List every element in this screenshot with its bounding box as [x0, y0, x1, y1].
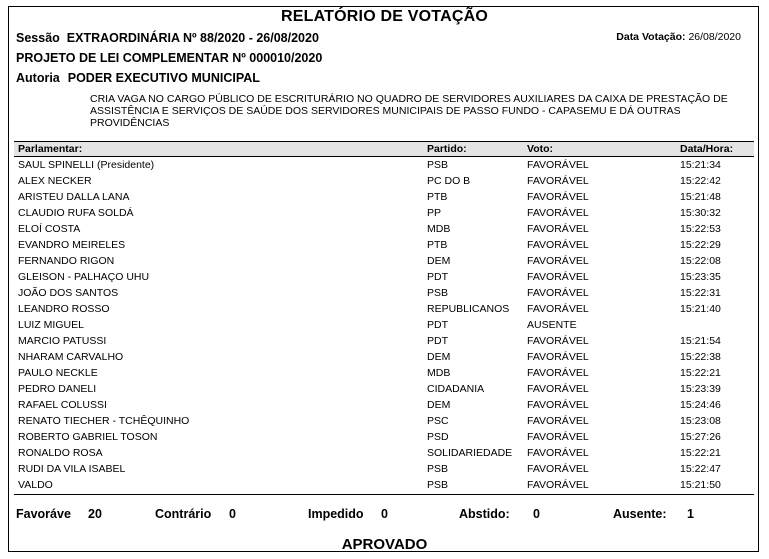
row-parlamentar: VALDO: [18, 479, 53, 491]
row-voto: FAVORÁVEL: [527, 383, 589, 395]
row-voto: FAVORÁVEL: [527, 447, 589, 459]
table-row: [14, 349, 754, 365]
row-parlamentar: ELOÍ COSTA: [18, 223, 81, 235]
vote-date-label: Data Votação:: [616, 31, 686, 43]
row-voto: FAVORÁVEL: [527, 479, 589, 491]
row-voto: FAVORÁVEL: [527, 239, 589, 251]
row-data-hora: 15:21:34: [680, 159, 721, 171]
bill-summary: CRIA VAGA NO CARGO PÚBLICO DE ESCRITURÁRIO NO QUADRO DE SERVIDORES AUXILIARES DA CAIXA DE PRESTAÇÃO DE ASSISTÊNCIA E SERVIÇOS DE SAÚDE DOS SERVIDORES MUNICIPAIS DE PASSO FUNDO - CAPASEMU E DÁ OUTRAS PROVIDÊNCIAS: [90, 93, 728, 129]
row-partido: DEM: [427, 399, 451, 411]
row-voto: FAVORÁVEL: [527, 463, 589, 475]
row-parlamentar: RONALDO ROSA: [18, 447, 103, 459]
row-data-hora: 15:21:50: [680, 479, 721, 491]
row-data-hora: 15:22:53: [680, 223, 721, 235]
row-partido: SOLIDARIEDADE: [427, 447, 513, 459]
column-header-data-hora: Data/Hora:: [680, 143, 734, 155]
row-voto: FAVORÁVEL: [527, 223, 589, 235]
vote-totals: [16, 507, 756, 523]
row-parlamentar: RENATO TIECHER - TCHÊQUINHO: [18, 415, 190, 427]
table-bottom-divider: [14, 494, 754, 495]
row-voto: FAVORÁVEL: [527, 287, 589, 299]
row-data-hora: 15:22:38: [680, 351, 721, 363]
row-partido: PTB: [427, 191, 448, 203]
vote-result: APROVADO: [341, 536, 428, 553]
table-row: [14, 477, 754, 493]
row-data-hora: 15:23:08: [680, 415, 721, 427]
table-row: [14, 173, 754, 189]
table-row: [14, 429, 754, 445]
row-parlamentar: JOÃO DOS SANTOS: [18, 287, 119, 299]
authorship-label: Autoria: [16, 71, 60, 85]
total-favoravel-value: 20: [88, 507, 102, 521]
row-partido: DEM: [427, 255, 451, 267]
total-ausente-value: 1: [687, 507, 694, 521]
row-parlamentar: LEANDRO ROSSO: [18, 303, 110, 315]
row-data-hora: 15:22:42: [680, 175, 721, 187]
session-value: EXTRAORDINÁRIA Nº 88/2020 - 26/08/2020: [66, 31, 319, 45]
report-title: RELATÓRIO DE VOTAÇÃO: [281, 8, 488, 25]
row-voto: FAVORÁVEL: [527, 255, 589, 267]
vote-date: [616, 31, 741, 43]
row-voto: FAVORÁVEL: [527, 191, 589, 203]
table-row: [14, 381, 754, 397]
total-impedido-value: 0: [381, 507, 388, 521]
table-row: [14, 413, 754, 429]
row-voto: FAVORÁVEL: [527, 351, 589, 363]
row-partido: PSB: [427, 287, 449, 299]
bill-title: PROJETO DE LEI COMPLEMENTAR Nº 000010/2020: [16, 51, 323, 65]
table-row: [14, 301, 754, 317]
total-ausente-label: Ausente:: [613, 507, 667, 521]
row-partido: MDB: [427, 223, 451, 235]
authorship-value: PODER EXECUTIVO MUNICIPAL: [67, 71, 260, 85]
column-header-parlamentar: Parlamentar:: [18, 143, 83, 155]
row-data-hora: 15:23:39: [680, 383, 721, 395]
row-data-hora: 15:27:26: [680, 431, 721, 443]
row-data-hora: 15:22:29: [680, 239, 721, 251]
row-parlamentar: MARCIO PATUSSI: [18, 335, 107, 347]
row-partido: DEM: [427, 351, 451, 363]
row-voto: FAVORÁVEL: [527, 159, 589, 171]
row-parlamentar: NHARAM CARVALHO: [18, 351, 124, 363]
row-data-hora: 15:23:35: [680, 271, 721, 283]
table-row: [14, 445, 754, 461]
row-partido: PSB: [427, 463, 449, 475]
table-row: [14, 237, 754, 253]
row-partido: PSB: [427, 159, 449, 171]
row-voto: FAVORÁVEL: [527, 271, 589, 283]
table-row: [14, 269, 754, 285]
row-parlamentar: EVANDRO MEIRELES: [18, 239, 126, 251]
row-partido: PSD: [427, 431, 449, 443]
column-header-voto: Voto:: [527, 143, 554, 155]
row-data-hora: 15:24:46: [680, 399, 721, 411]
total-contrario-value: 0: [229, 507, 236, 521]
row-data-hora: 15:30:32: [680, 207, 721, 219]
row-partido: PDT: [427, 271, 448, 283]
table-row: [14, 205, 754, 221]
row-partido: REPUBLICANOS: [427, 303, 510, 315]
row-parlamentar: RUDI DA VILA ISABEL: [18, 463, 126, 475]
row-partido: PTB: [427, 239, 448, 251]
row-partido: PC DO B: [427, 175, 471, 187]
table-row: [14, 317, 754, 333]
session-label: Sessão: [16, 31, 60, 45]
table-row: [14, 221, 754, 237]
row-partido: PP: [427, 207, 442, 219]
row-data-hora: 15:21:54: [680, 335, 721, 347]
row-data-hora: 15:22:21: [680, 447, 721, 459]
row-partido: PDT: [427, 319, 448, 331]
table-row: [14, 253, 754, 269]
row-parlamentar: PEDRO DANELI: [18, 383, 97, 395]
total-abstido-label: Abstido:: [459, 507, 510, 521]
row-voto: FAVORÁVEL: [527, 207, 589, 219]
row-partido: PDT: [427, 335, 448, 347]
row-data-hora: 15:22:08: [680, 255, 721, 267]
total-abstido-value: 0: [533, 507, 540, 521]
table-row: [14, 397, 754, 413]
row-parlamentar: ARISTEU DALLA LANA: [18, 191, 130, 203]
row-voto: FAVORÁVEL: [527, 399, 589, 411]
row-parlamentar: LUIZ MIGUEL: [18, 319, 84, 331]
total-contrario-label: Contrário: [155, 507, 212, 521]
session-line: [16, 31, 319, 45]
row-voto: AUSENTE: [527, 319, 577, 331]
row-voto: FAVORÁVEL: [527, 303, 589, 315]
row-parlamentar: PAULO NECKLE: [18, 367, 98, 379]
row-parlamentar: CLAUDIO RUFA SOLDÁ: [18, 207, 134, 219]
row-partido: MDB: [427, 367, 451, 379]
row-parlamentar: FERNANDO RIGON: [18, 255, 115, 267]
row-parlamentar: RAFAEL COLUSSI: [18, 399, 107, 411]
row-parlamentar: SAUL SPINELLI (Presidente): [18, 159, 155, 171]
row-parlamentar: ALEX NECKER: [18, 175, 92, 187]
row-data-hora: 15:22:21: [680, 367, 721, 379]
total-favoravel-label: Favoráve: [16, 507, 71, 521]
table-row: [14, 461, 754, 477]
vote-date-value: 26/08/2020: [688, 31, 741, 43]
row-data-hora: 15:21:48: [680, 191, 721, 203]
row-voto: FAVORÁVEL: [527, 335, 589, 347]
table-row: [14, 157, 754, 173]
table-row: [14, 189, 754, 205]
row-voto: FAVORÁVEL: [527, 175, 589, 187]
row-parlamentar: ROBERTO GABRIEL TOSON: [18, 431, 158, 443]
table-row: [14, 333, 754, 349]
row-voto: FAVORÁVEL: [527, 415, 589, 427]
row-data-hora: 15:22:47: [680, 463, 721, 475]
table-header: [14, 141, 754, 157]
column-header-partido: Partido:: [427, 143, 467, 155]
row-partido: PSB: [427, 479, 449, 491]
row-voto: FAVORÁVEL: [527, 367, 589, 379]
row-voto: FAVORÁVEL: [527, 431, 589, 443]
table-row: [14, 285, 754, 301]
table-row: [14, 365, 754, 381]
row-data-hora: 15:21:40: [680, 303, 721, 315]
row-partido: CIDADANIA: [427, 383, 485, 395]
row-partido: PSC: [427, 415, 449, 427]
total-impedido-label: Impedido: [308, 507, 364, 521]
authorship-line: [16, 71, 260, 85]
row-parlamentar: GLEISON - PALHAÇO UHU: [18, 271, 150, 283]
row-data-hora: 15:22:31: [680, 287, 721, 299]
vote-table-body: [14, 157, 754, 493]
